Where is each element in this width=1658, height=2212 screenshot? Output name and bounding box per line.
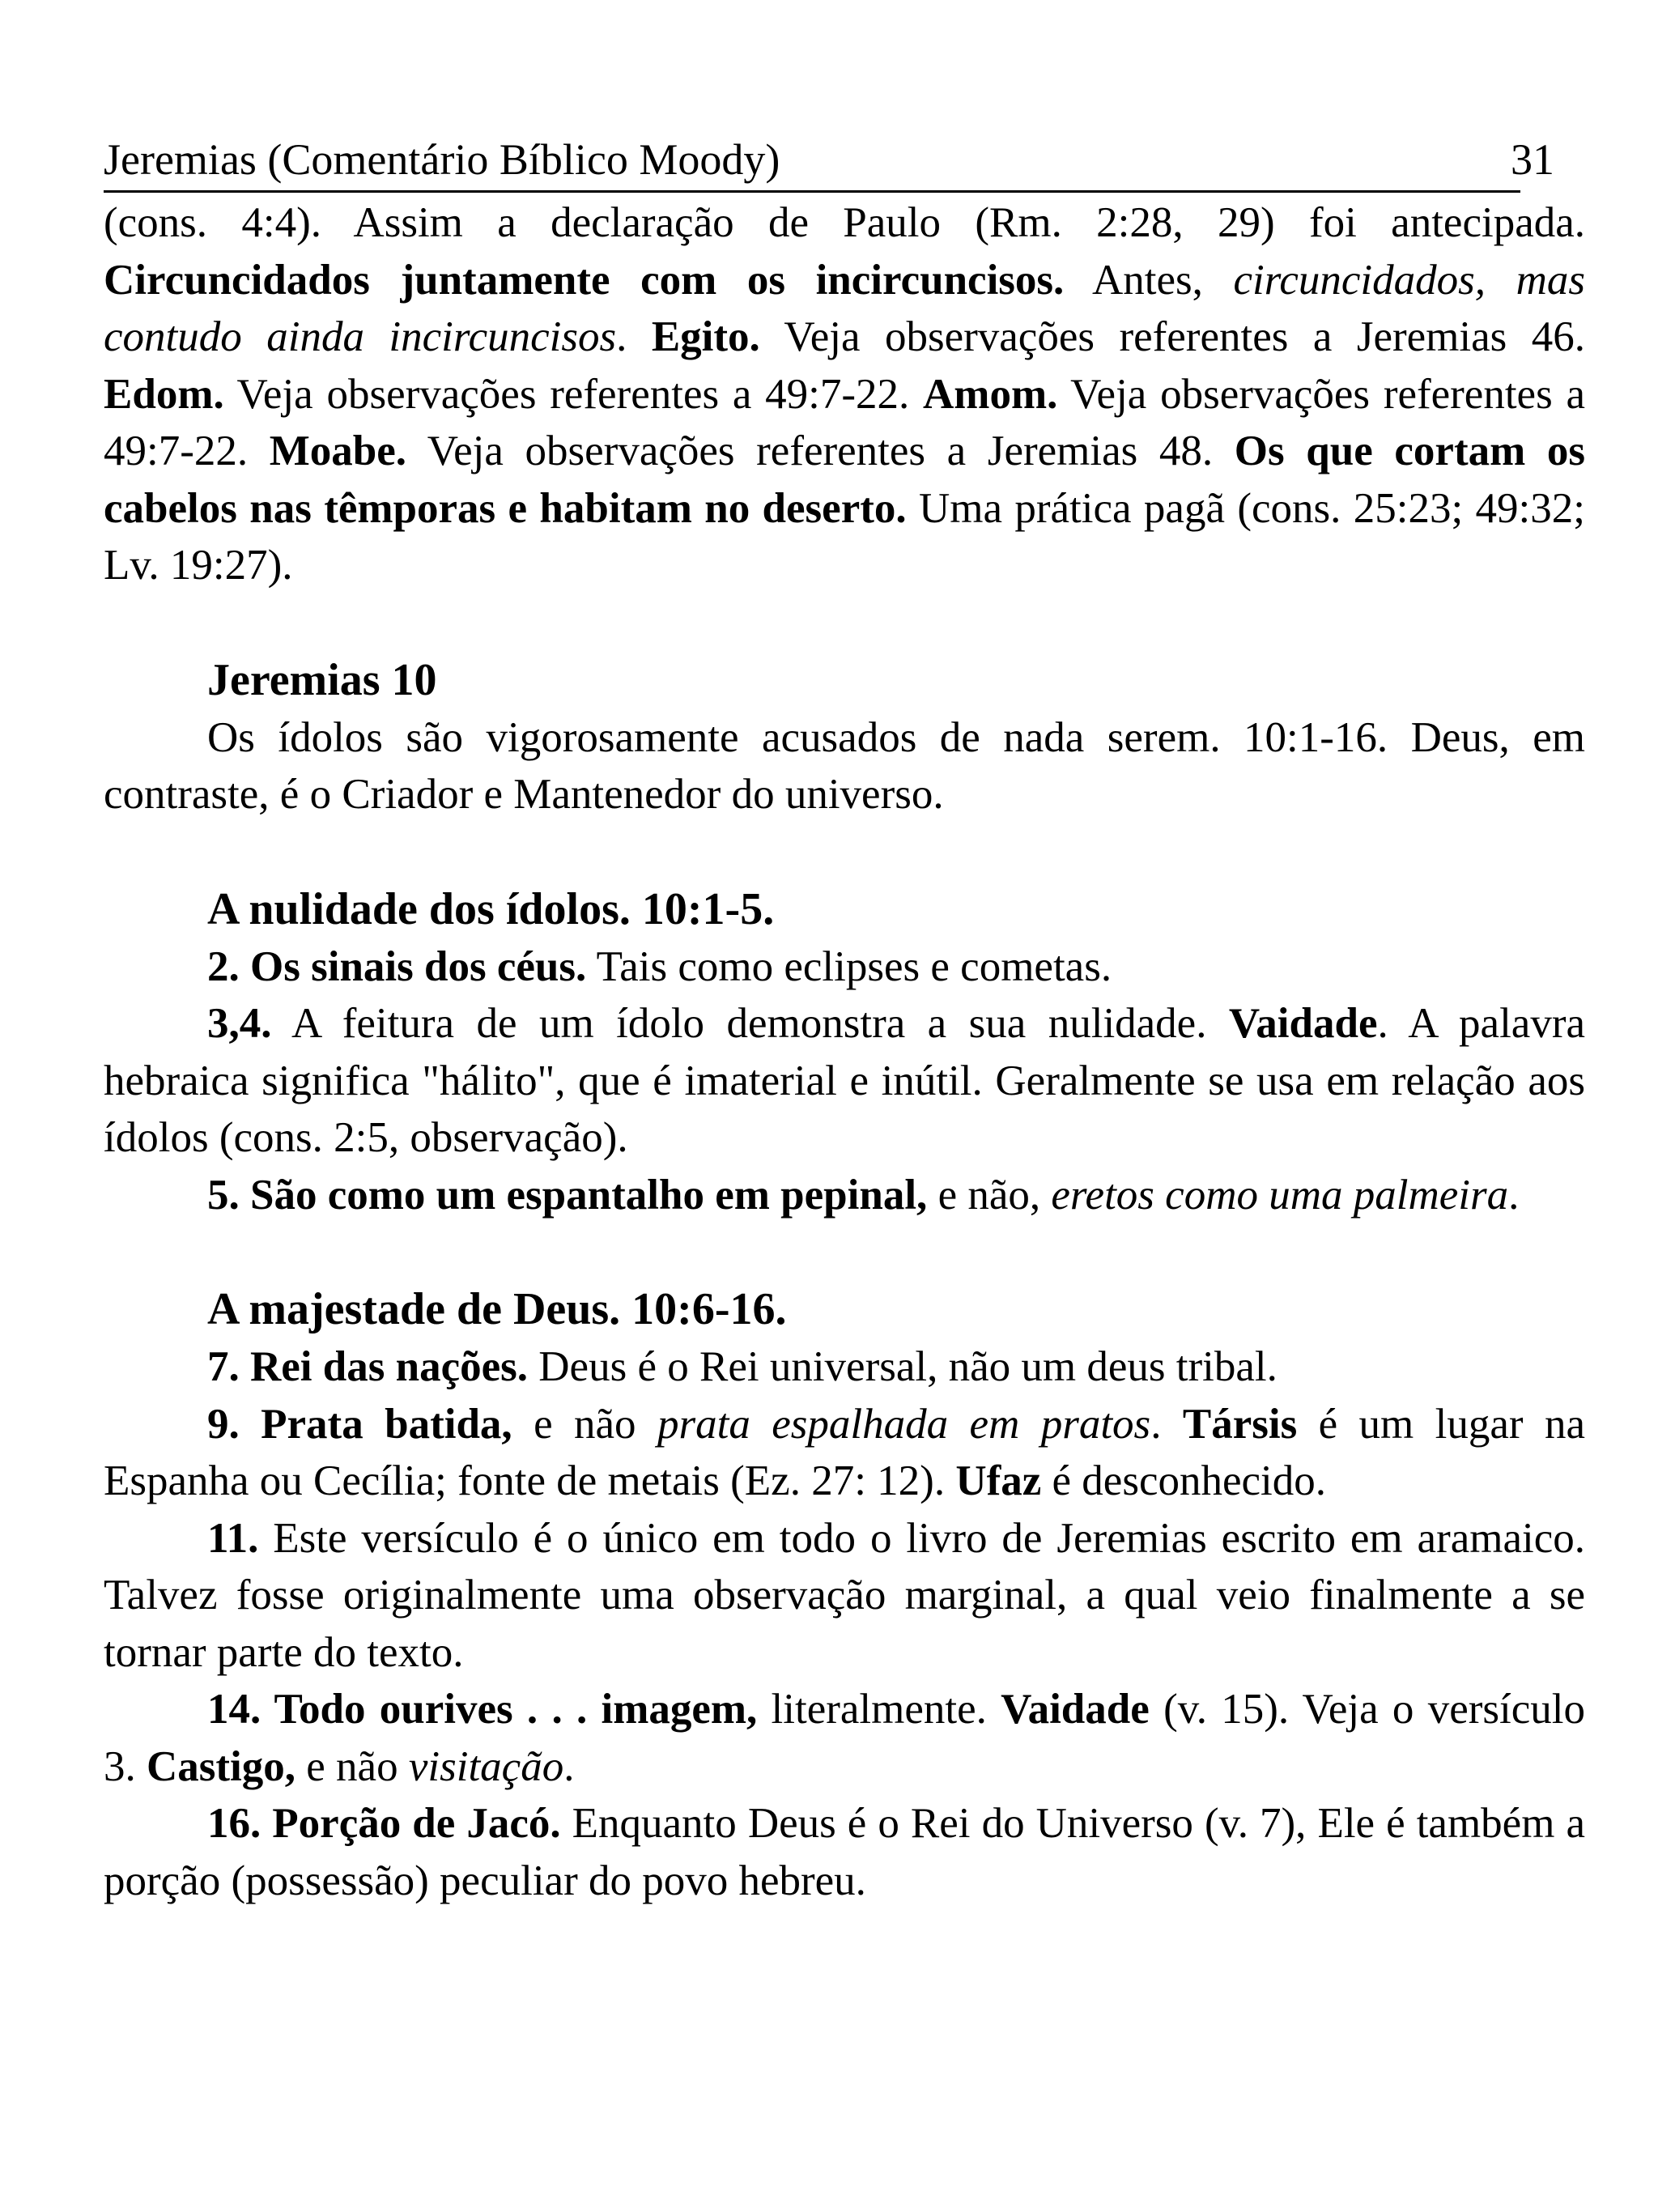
bold-term: Társis	[1182, 1400, 1298, 1448]
verse-note-9	[104, 1396, 1585, 1510]
running-header	[104, 134, 1554, 193]
italic-phrase: eretos como uma palmeira	[1051, 1171, 1509, 1219]
verse-note-16	[104, 1795, 1585, 1909]
page-body	[104, 194, 1585, 1909]
verse-ref: 7. Rei das nações.	[207, 1343, 529, 1390]
text-run: e não	[295, 1742, 409, 1790]
text-run: Deus é o Rei universal, não um deus tribal.	[528, 1343, 1278, 1390]
text-run: .	[1508, 1171, 1520, 1219]
text-run: (v. 15). Veja o versículo 3.	[104, 1686, 1585, 1790]
verse-ref: 2. Os sinais dos céus.	[207, 942, 587, 990]
text-run: (cons. 4:4). Assim a declaração de Paulo (Rm. 2:28, 29) foi antecipada.	[104, 199, 1585, 246]
verse-note-11	[104, 1510, 1585, 1682]
section-intro: Os ídolos são vigorosamente acusados de nada serem. 10:1-16. Deus, em contraste, é o Criador e Mantenedor do universo.	[104, 713, 1585, 818]
page	[104, 134, 1585, 1909]
subsection-heading: A majestade de Deus. 10:6-16.	[207, 1284, 787, 1334]
text-run: .	[1150, 1400, 1183, 1448]
verse-note-5	[104, 1167, 1585, 1224]
bold-term: Vaidade	[1001, 1686, 1150, 1733]
italic-phrase: circuncidados, mas contudo ainda incircuncisos	[104, 256, 1585, 360]
subsection-heading: A nulidade dos ídolos. 10:1-5.	[207, 883, 775, 934]
text-run: Veja observações referentes a 49:7-22.	[223, 370, 924, 418]
text-run: Enquanto Deus é o Rei do Universo (v. 7), Ele é também a porção (possessão) peculiar do povo hebreu.	[104, 1800, 1585, 1904]
verse-ref: 14. Todo ourives . . . imagem,	[207, 1686, 758, 1733]
verse-ref: 3,4.	[207, 1000, 272, 1047]
spacer	[104, 1223, 1585, 1280]
text-run: Veja observações referentes a Jeremias 48.	[406, 428, 1235, 474]
text-run: .	[563, 1742, 575, 1790]
text-run: e não,	[927, 1171, 1052, 1219]
text-run: .	[616, 313, 652, 360]
spacer	[104, 594, 1585, 651]
italic-phrase: visitação	[408, 1742, 564, 1790]
bold-term: Ufaz	[955, 1457, 1042, 1504]
bold-term: Castigo,	[147, 1742, 296, 1790]
bold-term: Edom.	[104, 370, 224, 418]
verse-note-2	[104, 938, 1585, 996]
verse-ref: 16. Porção de Jacó.	[207, 1800, 561, 1847]
text-run: e não	[512, 1400, 657, 1448]
text-run: Veja observações referentes a 49:7-22.	[104, 370, 1585, 474]
text-run: é desconhecido.	[1041, 1457, 1327, 1504]
verse-ref: 11.	[207, 1514, 259, 1562]
text-run: é um lugar na Espanha ou Cecília; fonte de metais (Ez. 27: 12).	[104, 1400, 1585, 1504]
bold-term: Os que cortam os cabelos nas têmporas e habitam no deserto.	[104, 428, 1585, 532]
text-run: literalmente.	[757, 1686, 1001, 1733]
verse-note-3-4	[104, 995, 1585, 1167]
section-title: Jeremias 10	[207, 654, 437, 705]
verse-ref: 5. São como um espantalho em pepinal,	[207, 1171, 928, 1219]
verse-ref: 9. Prata batida,	[207, 1400, 512, 1448]
spacer	[104, 823, 1585, 880]
text-run: Veja observações referentes a Jeremias 46.	[759, 313, 1585, 360]
text-run: . A palavra hebraica significa "hálito", que é imaterial e inútil. Geralmente se usa em relação aos ídolos (cons. 2:5, observação).	[104, 1000, 1585, 1161]
verse-note-14	[104, 1681, 1585, 1795]
paragraph-continuation	[104, 194, 1585, 594]
italic-phrase: prata espalhada em pratos	[657, 1400, 1151, 1448]
page-number: 31	[1511, 135, 1554, 184]
verse-note-7	[104, 1338, 1585, 1396]
bold-term: Vaidade	[1228, 1000, 1378, 1047]
bold-term: Moabe.	[269, 428, 407, 474]
bold-term: Egito.	[651, 313, 760, 360]
bold-term: Amom.	[923, 370, 1058, 418]
text-run: Antes,	[1064, 256, 1234, 304]
text-run: A feitura de um ídolo demonstra a sua nulidade.	[271, 1000, 1229, 1047]
bold-term: Circuncidados juntamente com os incircuncisos.	[104, 256, 1065, 304]
text-run: Este versículo é o único em todo o livro de Jeremias escrito em aramaico. Talvez fosse originalmente uma observação marginal, a qual veio finalmente a se tornar parte do texto.	[104, 1514, 1585, 1676]
text-run: Uma prática pagã (cons. 25:23; 49:32; Lv. 19:27).	[104, 484, 1585, 589]
header-title: Jeremias (Comentário Bíblico Moody)	[104, 135, 780, 184]
text-run: Tais como eclipses e cometas.	[586, 942, 1112, 990]
